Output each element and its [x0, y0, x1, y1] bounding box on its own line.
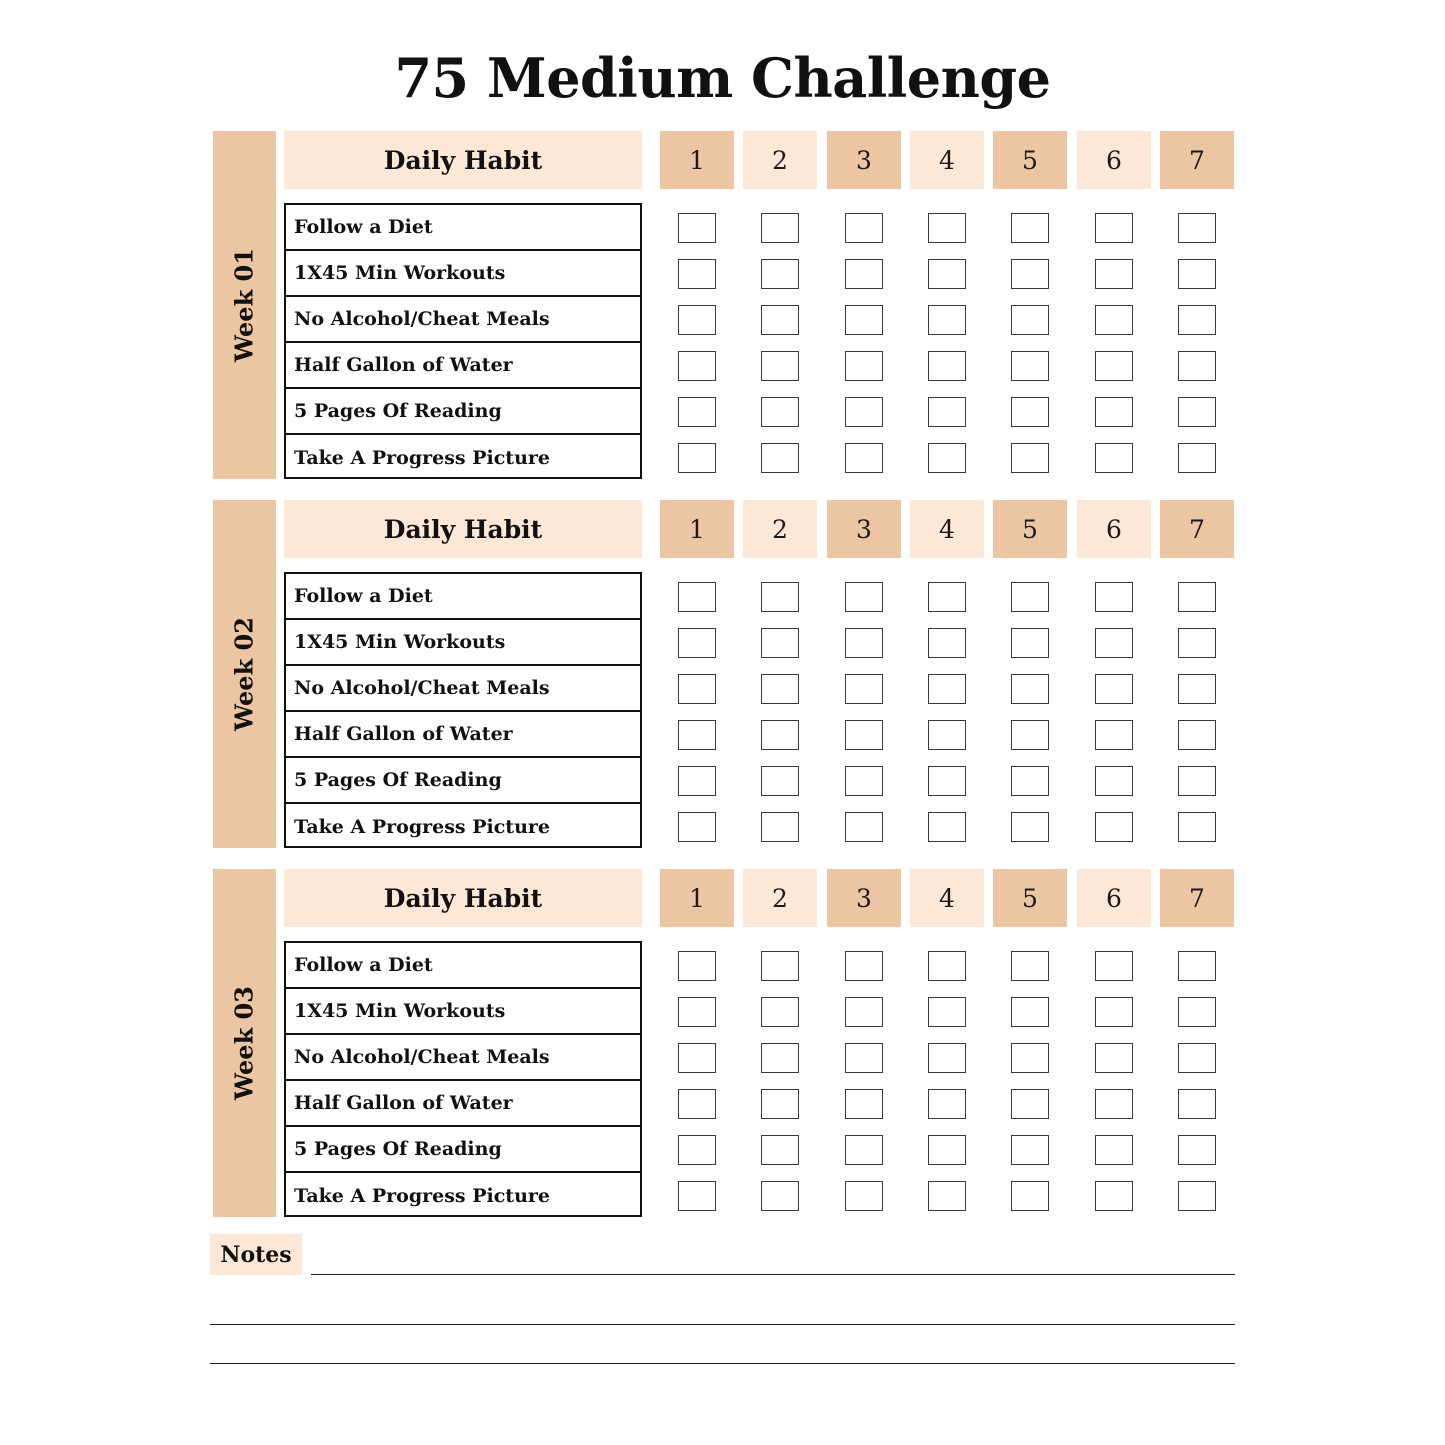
habit-checkbox[interactable]: [761, 397, 799, 427]
day-header: 3: [827, 131, 901, 189]
habit-checkbox[interactable]: [678, 674, 716, 704]
habit-checkbox[interactable]: [845, 259, 883, 289]
habit-row: Half Gallon of Water: [286, 712, 640, 758]
habit-row: No Alcohol/Cheat Meals: [286, 666, 640, 712]
habit-checkbox[interactable]: [845, 351, 883, 381]
habit-checkbox[interactable]: [1095, 766, 1133, 796]
week-block: [213, 131, 1235, 479]
habit-checkbox[interactable]: [1095, 1181, 1133, 1211]
habit-checkbox[interactable]: [678, 397, 716, 427]
daily-habit-header: Daily Habit: [284, 869, 642, 927]
day-header: 3: [827, 869, 901, 927]
habit-checkbox[interactable]: [678, 951, 716, 981]
habit-row: Follow a Diet: [286, 943, 640, 989]
habit-checkbox[interactable]: [1178, 582, 1216, 612]
habit-checkbox[interactable]: [1011, 628, 1049, 658]
habit-checkbox[interactable]: [678, 1181, 716, 1211]
habit-checkbox[interactable]: [928, 305, 966, 335]
habit-checkbox[interactable]: [928, 259, 966, 289]
habit-checkbox[interactable]: [1178, 674, 1216, 704]
week-block: [213, 500, 1235, 848]
habit-checkbox[interactable]: [761, 674, 799, 704]
habit-checkbox[interactable]: [928, 628, 966, 658]
notes-label: Notes: [210, 1234, 302, 1275]
habit-checkbox[interactable]: [1011, 582, 1049, 612]
habit-checkbox[interactable]: [845, 674, 883, 704]
habit-checkbox[interactable]: [1178, 213, 1216, 243]
habit-checkbox[interactable]: [845, 213, 883, 243]
habit-checkbox[interactable]: [678, 1043, 716, 1073]
week-block: [213, 869, 1235, 1217]
habit-checkbox[interactable]: [761, 720, 799, 750]
habit-checkbox[interactable]: [1011, 443, 1049, 473]
habit-checkbox[interactable]: [1011, 1043, 1049, 1073]
habit-checkbox[interactable]: [761, 351, 799, 381]
day-header: 1: [660, 869, 734, 927]
day-header: 5: [993, 131, 1067, 189]
day-header: 1: [660, 500, 734, 558]
habit-row: 5 Pages Of Reading: [286, 758, 640, 804]
habit-checkbox[interactable]: [845, 582, 883, 612]
habit-checkbox[interactable]: [928, 1089, 966, 1119]
habit-checkbox[interactable]: [928, 720, 966, 750]
habit-checkbox[interactable]: [1095, 1089, 1133, 1119]
habit-checkbox[interactable]: [1095, 351, 1133, 381]
day-header: 7: [1160, 869, 1234, 927]
habit-checkbox[interactable]: [678, 997, 716, 1027]
habit-checkbox[interactable]: [761, 213, 799, 243]
habit-row: 1X45 Min Workouts: [286, 989, 640, 1035]
week-tab: [213, 500, 276, 848]
habit-checkbox[interactable]: [1011, 1089, 1049, 1119]
habit-checkbox[interactable]: [1178, 766, 1216, 796]
habit-checkbox[interactable]: [761, 1181, 799, 1211]
day-header: 2: [743, 131, 817, 189]
habit-checkbox[interactable]: [1178, 443, 1216, 473]
habit-checkbox[interactable]: [1011, 305, 1049, 335]
habit-checkbox[interactable]: [928, 951, 966, 981]
habit-checkbox[interactable]: [1095, 259, 1133, 289]
day-header: 7: [1160, 500, 1234, 558]
habit-checkbox[interactable]: [928, 1181, 966, 1211]
day-header: 5: [993, 869, 1067, 927]
habit-checkbox[interactable]: [845, 397, 883, 427]
habit-row: 1X45 Min Workouts: [286, 251, 640, 297]
habit-checkbox[interactable]: [1095, 582, 1133, 612]
habit-checkbox[interactable]: [761, 259, 799, 289]
habit-row: No Alcohol/Cheat Meals: [286, 1035, 640, 1081]
habit-checkbox[interactable]: [761, 582, 799, 612]
habit-checkbox[interactable]: [678, 766, 716, 796]
habit-checkbox[interactable]: [761, 1089, 799, 1119]
habit-checkbox[interactable]: [1095, 1135, 1133, 1165]
habit-checkbox[interactable]: [1011, 1135, 1049, 1165]
habit-checkbox[interactable]: [1095, 443, 1133, 473]
habit-checkbox[interactable]: [1011, 259, 1049, 289]
habit-checkbox[interactable]: [928, 351, 966, 381]
habit-checkbox[interactable]: [1178, 1089, 1216, 1119]
habit-list: [284, 203, 642, 479]
habit-checkbox[interactable]: [1178, 397, 1216, 427]
habit-checkbox[interactable]: [1095, 720, 1133, 750]
habit-checkbox[interactable]: [1178, 1135, 1216, 1165]
habit-checkbox[interactable]: [1095, 997, 1133, 1027]
habit-checkbox[interactable]: [928, 997, 966, 1027]
habit-checkbox[interactable]: [1095, 951, 1133, 981]
habit-checkbox[interactable]: [928, 812, 966, 842]
day-header: 1: [660, 131, 734, 189]
habit-checkbox[interactable]: [1178, 1043, 1216, 1073]
habit-checkbox[interactable]: [1011, 397, 1049, 427]
habit-checkbox[interactable]: [1095, 213, 1133, 243]
habit-checkbox[interactable]: [845, 305, 883, 335]
habit-checkbox[interactable]: [928, 1135, 966, 1165]
habit-row: Take A Progress Picture: [294, 1185, 550, 1207]
habit-checkbox[interactable]: [1095, 674, 1133, 704]
habit-checkbox[interactable]: [1011, 351, 1049, 381]
habit-checkbox[interactable]: [1178, 259, 1216, 289]
day-header: 6: [1077, 869, 1151, 927]
habit-checkbox[interactable]: [845, 812, 883, 842]
habit-checkbox[interactable]: [1011, 766, 1049, 796]
habit-checkbox[interactable]: [761, 951, 799, 981]
habit-checkbox[interactable]: [1095, 812, 1133, 842]
habit-checkbox[interactable]: [1095, 397, 1133, 427]
week-label: Week 01: [229, 248, 259, 362]
habit-checkbox[interactable]: [761, 628, 799, 658]
habit-checkbox[interactable]: [1178, 997, 1216, 1027]
habit-checkbox[interactable]: [761, 443, 799, 473]
habit-checkbox[interactable]: [761, 1135, 799, 1165]
habit-checkbox[interactable]: [1095, 305, 1133, 335]
habit-checkbox[interactable]: [845, 951, 883, 981]
habit-list: [284, 572, 642, 848]
habit-list: [284, 941, 642, 1217]
habit-checkbox[interactable]: [1011, 1181, 1049, 1211]
habit-checkbox[interactable]: [1011, 997, 1049, 1027]
day-header: 3: [827, 500, 901, 558]
habit-checkbox[interactable]: [928, 443, 966, 473]
habit-checkbox[interactable]: [928, 582, 966, 612]
habit-checkbox[interactable]: [845, 628, 883, 658]
habit-checkbox[interactable]: [678, 812, 716, 842]
habit-row: Follow a Diet: [286, 574, 640, 620]
day-header: 2: [743, 869, 817, 927]
habit-checkbox[interactable]: [1178, 812, 1216, 842]
habit-checkbox[interactable]: [845, 1181, 883, 1211]
habit-checkbox[interactable]: [1095, 1043, 1133, 1073]
habit-row: No Alcohol/Cheat Meals: [286, 297, 640, 343]
day-header: 4: [910, 131, 984, 189]
habit-checkbox[interactable]: [1178, 305, 1216, 335]
habit-checkbox[interactable]: [1178, 628, 1216, 658]
week-tab: [213, 131, 276, 479]
habit-checkbox[interactable]: [1178, 351, 1216, 381]
habit-row: 1X45 Min Workouts: [286, 620, 640, 666]
habit-checkbox[interactable]: [761, 305, 799, 335]
habit-checkbox[interactable]: [678, 720, 716, 750]
habit-checkbox[interactable]: [1178, 720, 1216, 750]
habit-checkbox[interactable]: [761, 1043, 799, 1073]
habit-checkbox[interactable]: [678, 259, 716, 289]
day-header: 7: [1160, 131, 1234, 189]
habit-row: Follow a Diet: [286, 205, 640, 251]
habit-checkbox[interactable]: [1011, 720, 1049, 750]
habit-row: 5 Pages Of Reading: [286, 1127, 640, 1173]
habit-row: 5 Pages Of Reading: [286, 389, 640, 435]
habit-checkbox[interactable]: [845, 443, 883, 473]
page-title: 75 Medium Challenge: [394, 46, 1051, 110]
habit-checkbox[interactable]: [761, 812, 799, 842]
habit-checkbox[interactable]: [1178, 1181, 1216, 1211]
day-header: 4: [910, 500, 984, 558]
habit-checkbox[interactable]: [928, 674, 966, 704]
habit-row: Half Gallon of Water: [286, 343, 640, 389]
habit-checkbox[interactable]: [678, 1135, 716, 1165]
habit-row: Take A Progress Picture: [294, 816, 550, 838]
habit-checkbox[interactable]: [845, 1089, 883, 1119]
habit-checkbox[interactable]: [845, 720, 883, 750]
week-label: Week 02: [229, 617, 259, 731]
note-line[interactable]: [311, 1274, 1235, 1275]
day-header: 6: [1077, 131, 1151, 189]
habit-checkbox[interactable]: [678, 628, 716, 658]
habit-checkbox[interactable]: [761, 766, 799, 796]
daily-habit-header: Daily Habit: [284, 500, 642, 558]
habit-checkbox[interactable]: [845, 997, 883, 1027]
habit-checkbox[interactable]: [678, 1089, 716, 1119]
habit-checkbox[interactable]: [928, 397, 966, 427]
habit-checkbox[interactable]: [761, 997, 799, 1027]
habit-checkbox[interactable]: [678, 582, 716, 612]
week-label: Week 03: [229, 986, 259, 1100]
day-header: 2: [743, 500, 817, 558]
day-header: 4: [910, 869, 984, 927]
habit-checkbox[interactable]: [678, 351, 716, 381]
habit-checkbox[interactable]: [1178, 951, 1216, 981]
habit-checkbox[interactable]: [678, 443, 716, 473]
day-header: 5: [993, 500, 1067, 558]
habit-checkbox[interactable]: [928, 766, 966, 796]
habit-checkbox[interactable]: [845, 766, 883, 796]
habit-row: Half Gallon of Water: [286, 1081, 640, 1127]
note-line[interactable]: [210, 1324, 1235, 1325]
habit-checkbox[interactable]: [1011, 812, 1049, 842]
habit-checkbox[interactable]: [1011, 674, 1049, 704]
habit-checkbox[interactable]: [845, 1135, 883, 1165]
day-header: 6: [1077, 500, 1151, 558]
habit-checkbox[interactable]: [678, 305, 716, 335]
habit-checkbox[interactable]: [678, 213, 716, 243]
note-line[interactable]: [210, 1363, 1235, 1364]
daily-habit-header: Daily Habit: [284, 131, 642, 189]
week-tab: [213, 869, 276, 1217]
habit-checkbox[interactable]: [1095, 628, 1133, 658]
habit-checkbox[interactable]: [1011, 213, 1049, 243]
habit-checkbox[interactable]: [928, 1043, 966, 1073]
habit-row: Take A Progress Picture: [294, 447, 550, 469]
habit-checkbox[interactable]: [845, 1043, 883, 1073]
habit-checkbox[interactable]: [928, 213, 966, 243]
habit-checkbox[interactable]: [1011, 951, 1049, 981]
